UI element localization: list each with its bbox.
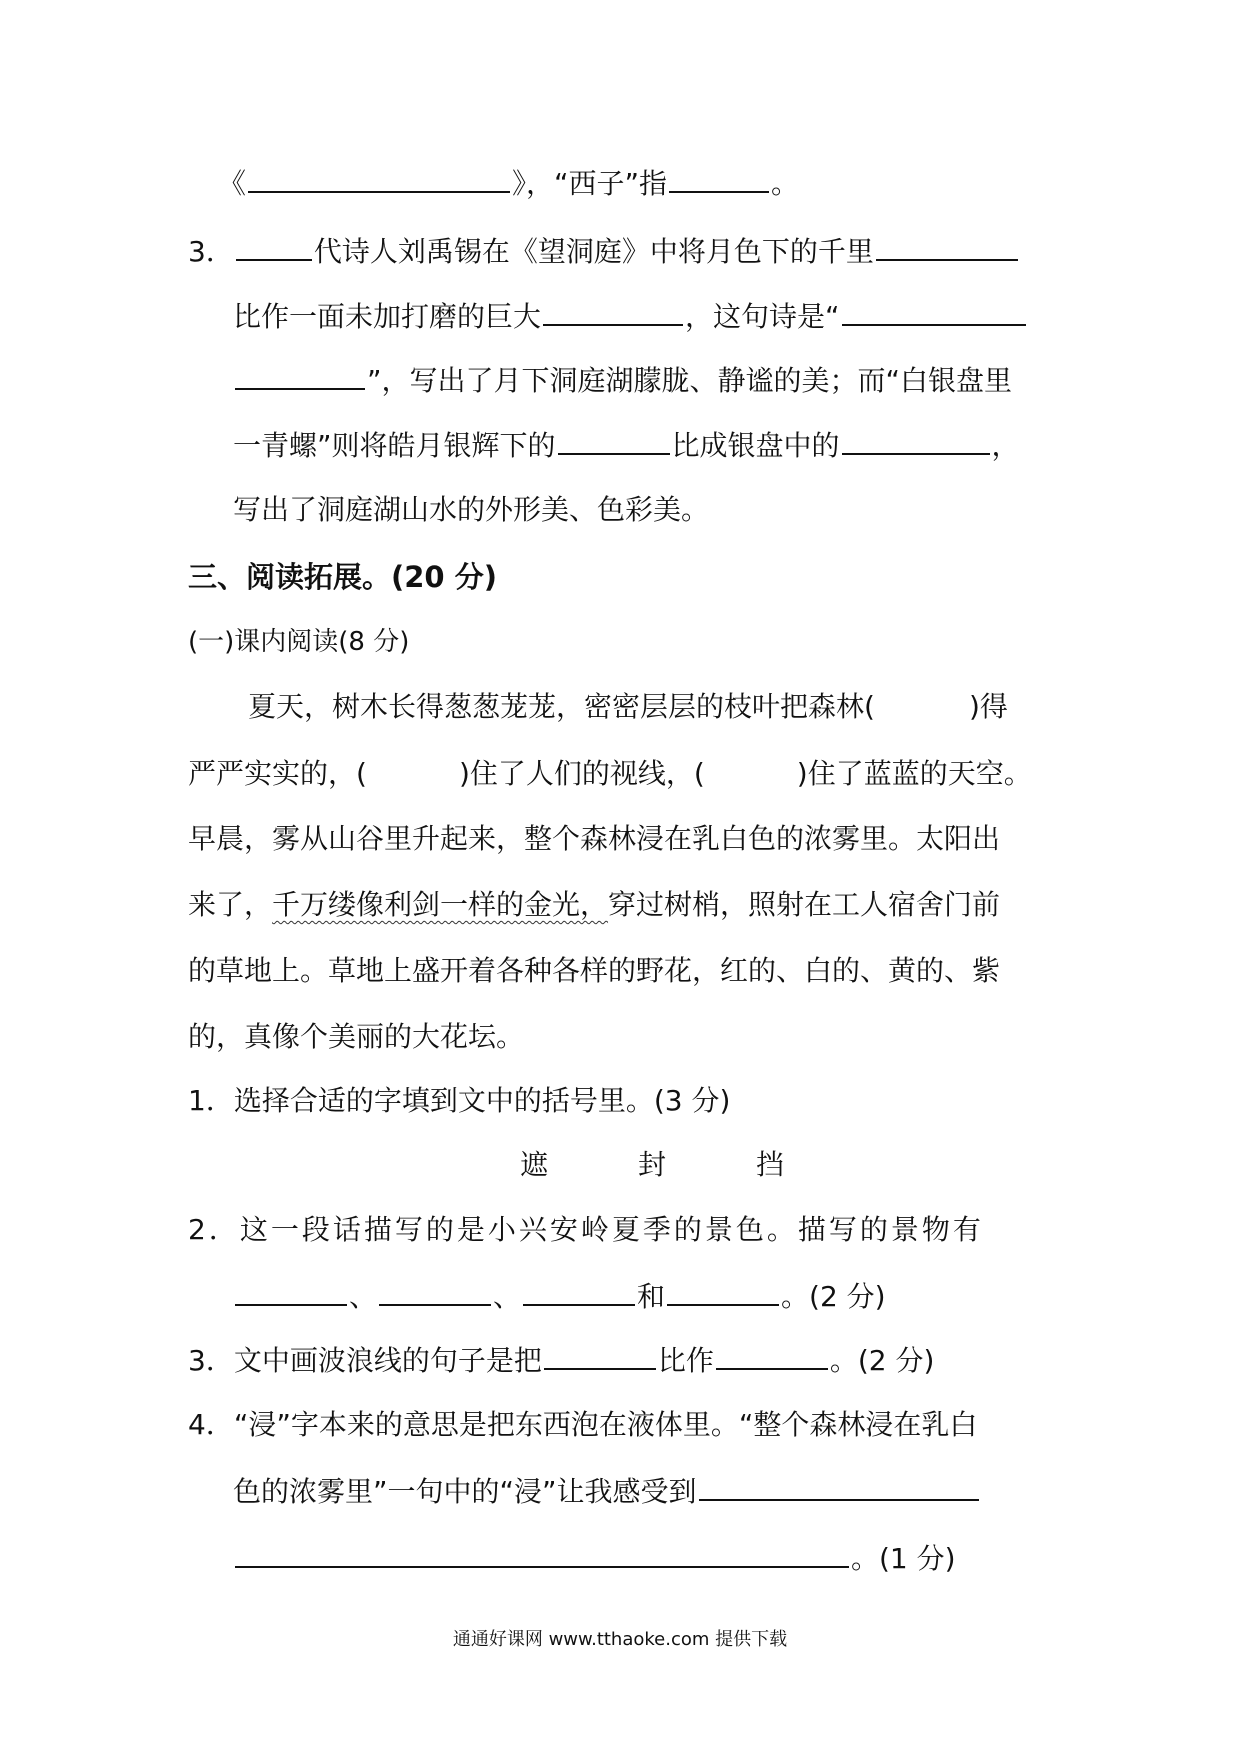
q2-blank-xizi[interactable] [669, 165, 769, 193]
passage-l2-text: 严严实实的，( [188, 757, 367, 790]
question-4-line3 [233, 1540, 956, 1577]
q2-blank-3[interactable] [523, 1278, 635, 1306]
q3-blank-poem-a[interactable] [842, 298, 1026, 326]
q3-blank-poem-b[interactable] [235, 362, 365, 390]
q4-blank-2[interactable] [235, 1540, 849, 1568]
q3-line3 [233, 362, 1012, 399]
q2-end: 。(2 分) [781, 1280, 886, 1313]
passage-line5: 的草地上。草地上盛开着各种各样的野花，红的、白的、黄的、紫 [188, 954, 1001, 987]
passage-l2-tail: )住了蓝蓝的天空。 [796, 757, 1032, 790]
choice-list [520, 1143, 874, 1183]
passage-line2 [188, 756, 1032, 792]
q3-blank-qianli[interactable] [876, 233, 1018, 261]
q3-number: 3． [188, 235, 234, 268]
q2-blank-1[interactable] [235, 1278, 347, 1306]
section3-subtitle: (一)课内阅读(8 分) [188, 627, 410, 657]
q3-line5-text: 写出了洞庭湖山水的外形美、色彩美。 [233, 493, 710, 526]
passage-l1-text: 夏天，树木长得葱葱茏茏，密密层层的枝叶把森林( [248, 690, 875, 723]
q3-line5 [233, 492, 709, 528]
passage-l4-tail: 穿过树梢，照射在工人宿舍门前 [608, 888, 1001, 921]
q3-blank-shan[interactable] [558, 427, 670, 455]
q2-sep2: 、 [493, 1280, 522, 1313]
q2-and: 和 [637, 1280, 666, 1313]
passage-l2-text-b: )住了人们的视线，( [458, 757, 705, 790]
q4-end: 。(1 分) [851, 1542, 956, 1575]
question-3 [188, 1342, 934, 1379]
question-2-line2 [233, 1278, 886, 1315]
q3-line2-text: 比作一面未加打磨的巨大 [233, 300, 542, 333]
passage-line1 [248, 689, 1008, 725]
passage-l1-tail: )得 [968, 690, 1008, 723]
q3-blank-dynasty[interactable] [236, 233, 312, 261]
page-footer: 通通好课网 www.tthaoke.com 提供下载 [452, 1629, 788, 1650]
q3-line4-text: 一青螺”则将皓月银辉下的 [233, 429, 556, 462]
q3-line2-text-b: ，这句诗是“ [685, 300, 840, 333]
passage-line3: 早晨，雾从山谷里升起来，整个森林浸在乳白色的浓雾里。太阳出 [188, 822, 1001, 855]
passage-line4 [188, 887, 1000, 923]
q2-open-bracket: 《 [218, 167, 247, 200]
question-2-line1: 2．这一段话描写的是小兴安岭夏季的景色。描写的景物有 [188, 1213, 984, 1246]
q2-blank-4[interactable] [667, 1278, 779, 1306]
q3-blank-mirror[interactable] [543, 298, 683, 326]
q3-blank-luo[interactable] [842, 427, 990, 455]
question-4-line2 [233, 1473, 981, 1510]
q3-line4-text-b: 比成银盘中的 [671, 429, 840, 462]
choice-dang: 挡 [756, 1148, 785, 1181]
q2-blank-2[interactable] [379, 1278, 491, 1306]
q2-tail-line [218, 165, 799, 202]
q2-sep1: 、 [349, 1280, 378, 1313]
question-4-line1: 4．“浸”字本来的意思是把东西泡在液体里。“整个森林浸在乳白 [188, 1408, 978, 1441]
q4-line2-text: 色的浓雾里”一句中的“浸”让我感受到 [233, 1475, 697, 1508]
q3b-end: 。(2 分) [829, 1344, 935, 1377]
passage-line6: 的，真像个美丽的大花坛。 [188, 1020, 525, 1053]
q3-line2 [233, 298, 1028, 335]
q3b-text: 3．文中画波浪线的句子是把 [188, 1344, 542, 1377]
q3b-text-b: 比作 [657, 1344, 714, 1377]
q3b-blank-2[interactable] [716, 1342, 828, 1370]
q3-line4 [233, 427, 1020, 464]
q2-end: 。 [771, 167, 800, 200]
question-1: 1．选择合适的字填到文中的括号里。(3 分) [188, 1084, 731, 1117]
wavy-underlined-sentence: 千万缕像利剑一样的金光， [272, 888, 609, 921]
choice-zhe: 遮 [520, 1148, 549, 1181]
choice-feng: 封 [638, 1148, 667, 1181]
q3-line1 [188, 233, 1020, 270]
q2-blank-poem[interactable] [248, 165, 510, 193]
q3b-blank-1[interactable] [544, 1342, 656, 1370]
passage-l4-text: 来了， [188, 888, 273, 921]
q2-close-text: 》，“西子”指 [512, 167, 668, 200]
q3-line3-text: ”，写出了月下洞庭湖朦胧、静谧的美；而“白银盘里 [367, 364, 1013, 397]
q3-line4-comma: ， [991, 429, 1020, 462]
q3-line1-text: 代诗人刘禹锡在《望洞庭》中将月色下的千里 [313, 235, 874, 268]
section3-title: 三、阅读拓展。(20 分) [188, 560, 497, 594]
q4-blank-1[interactable] [699, 1473, 979, 1501]
